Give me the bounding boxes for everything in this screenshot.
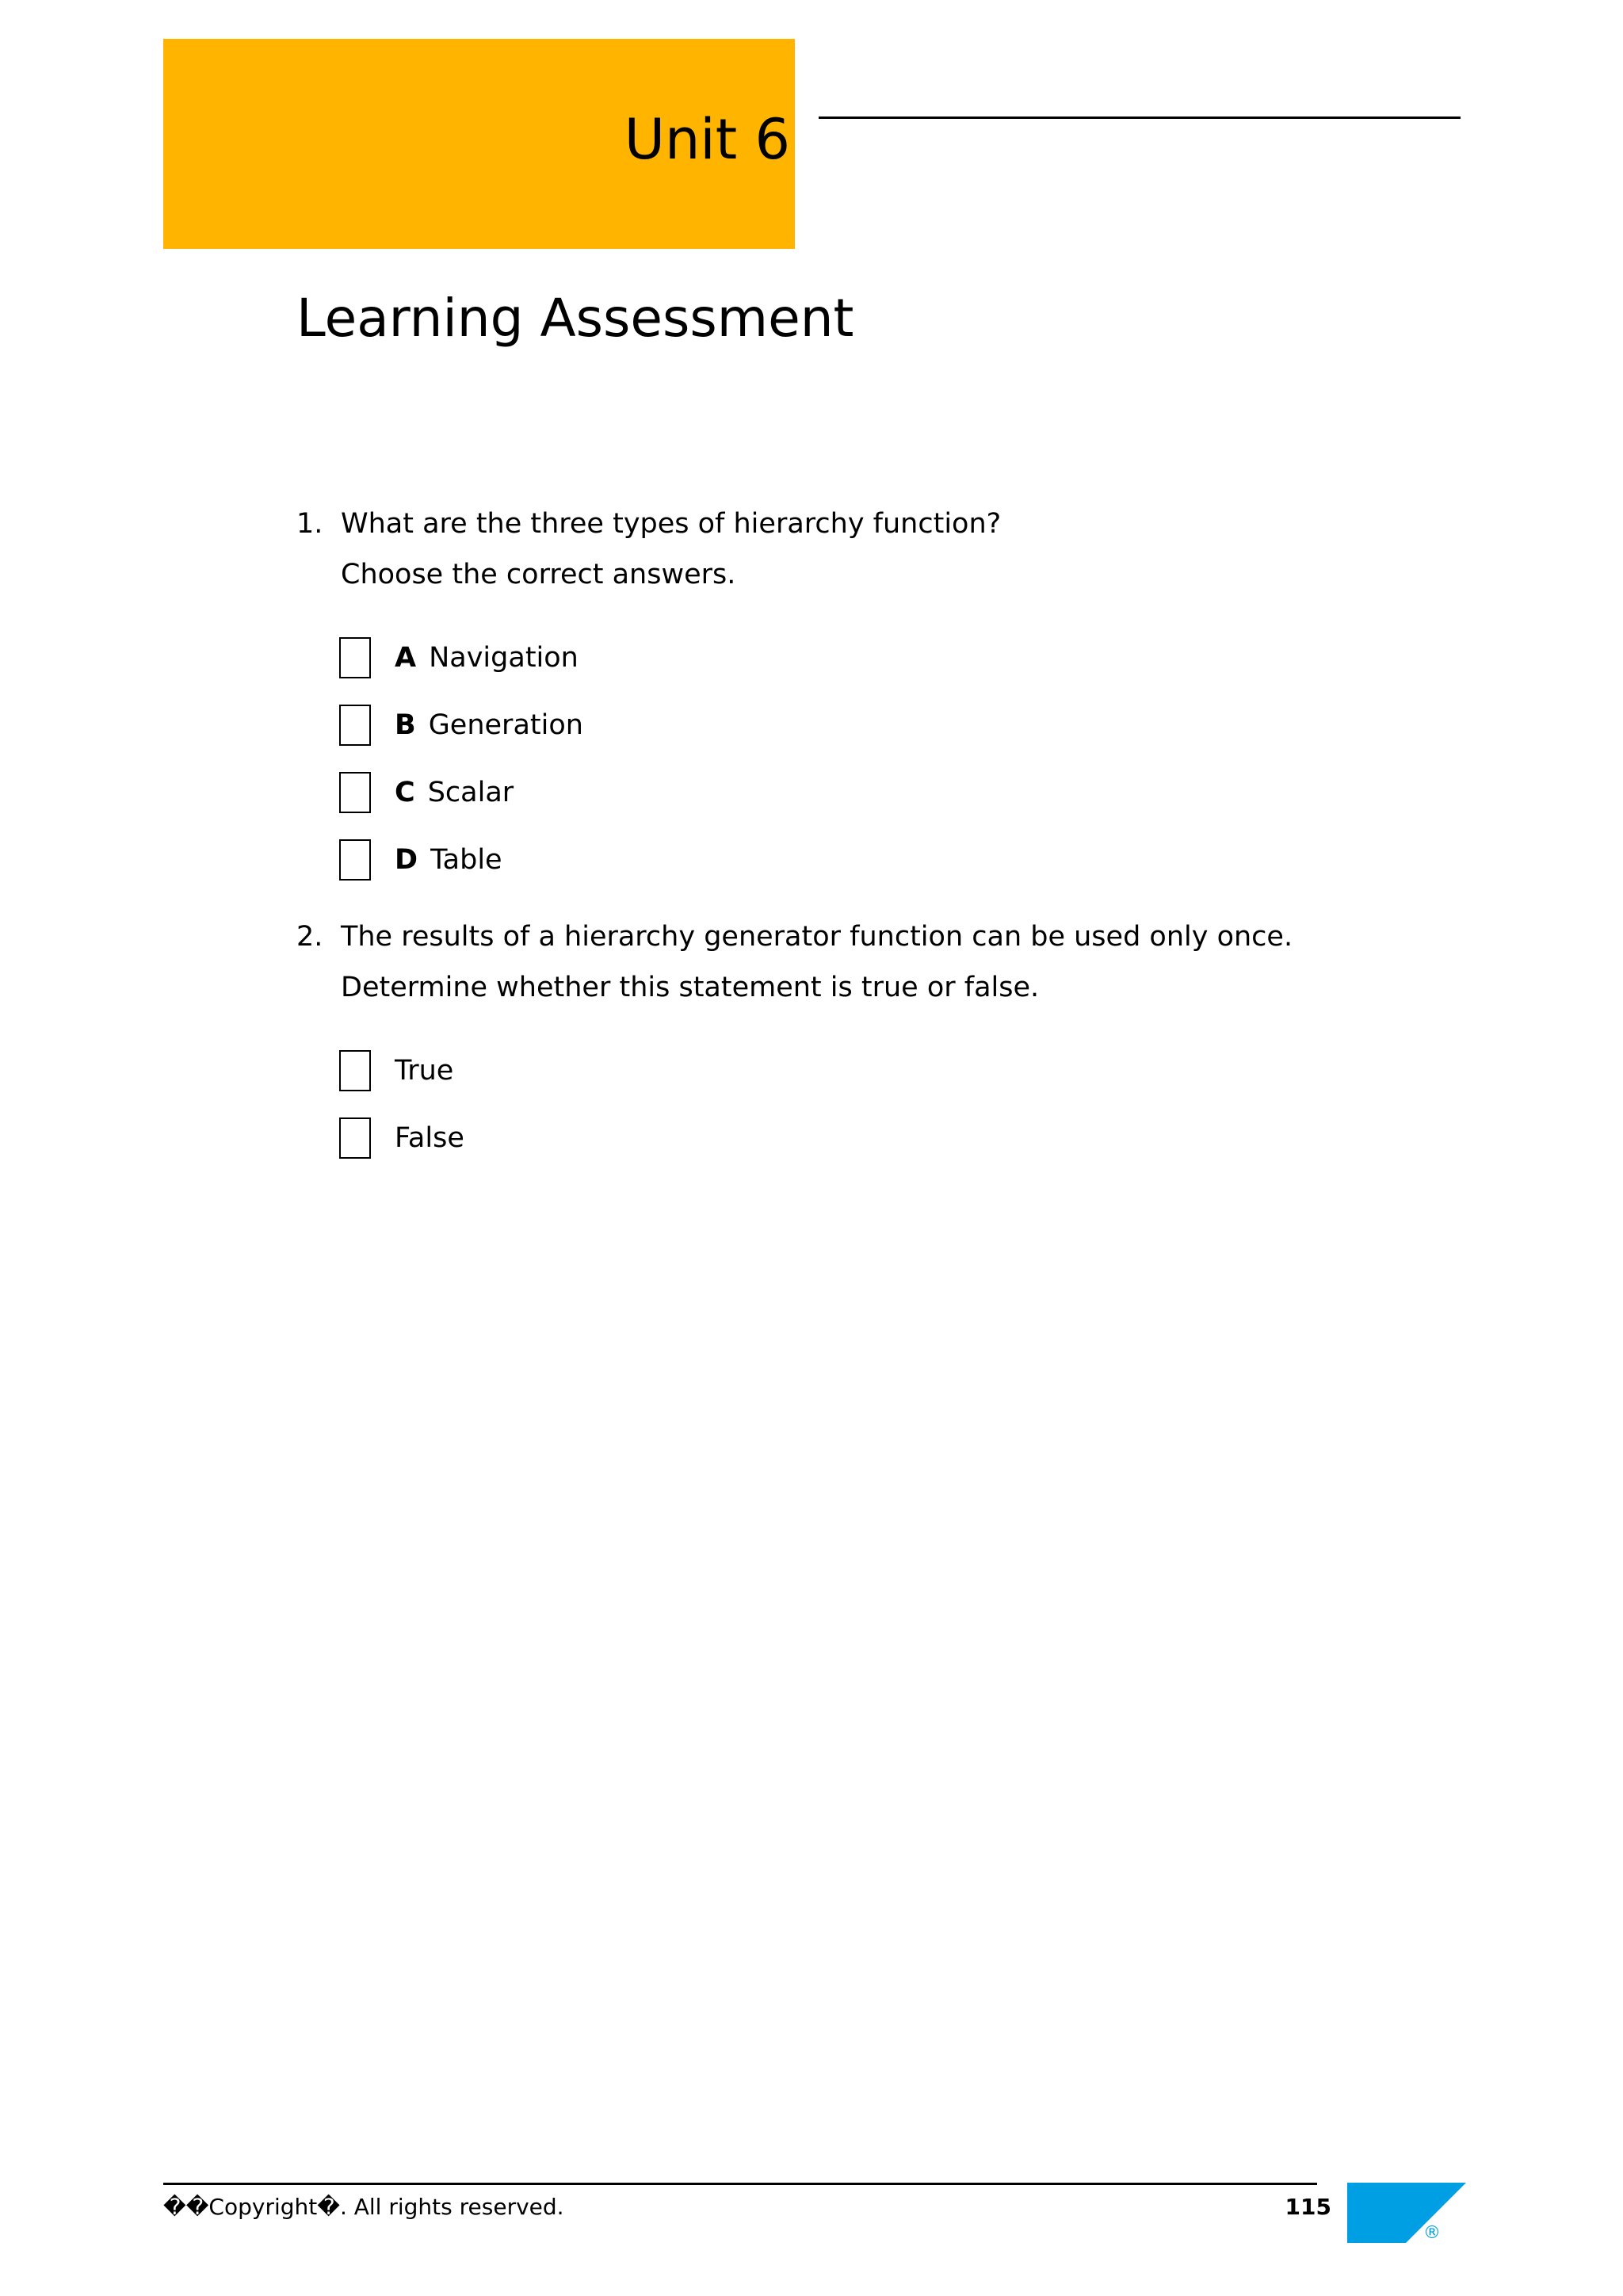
option-1b[interactable] <box>339 703 583 747</box>
company-logo-icon <box>1347 2183 1466 2243</box>
option-1b-letter: B <box>395 709 416 741</box>
question-2-text-line <box>296 920 1293 953</box>
unit-banner <box>163 39 795 249</box>
question-2-number: 2. <box>296 921 323 953</box>
option-1a-letter: A <box>395 642 417 674</box>
option-1b-label: Generation <box>428 709 583 741</box>
checkbox-1b[interactable] <box>339 705 371 746</box>
header-rule <box>819 117 1461 119</box>
checkbox-1c[interactable] <box>339 772 371 813</box>
unit-title: Unit 6 <box>624 107 790 172</box>
option-1a-label: Navigation <box>429 642 579 674</box>
option-1d[interactable] <box>339 838 502 882</box>
option-1d-letter: D <box>395 844 418 876</box>
page-title: Learning Assessment <box>296 288 854 349</box>
question-2-text: The results of a hierarchy generator function can be used only once. <box>341 921 1293 953</box>
checkbox-1a[interactable] <box>339 637 371 678</box>
option-2-false[interactable] <box>339 1116 464 1160</box>
question-1-text-line <box>296 507 1001 541</box>
checkbox-1d[interactable] <box>339 839 371 881</box>
option-1a[interactable] <box>339 636 579 680</box>
checkbox-2-true[interactable] <box>339 1050 371 1091</box>
question-1-text: What are the three types of hierarchy function? <box>341 508 1002 540</box>
question-1-number: 1. <box>296 508 323 540</box>
option-2-true-label: True <box>395 1055 454 1087</box>
footer-rule <box>163 2183 1317 2185</box>
option-1c-letter: C <box>395 777 415 808</box>
footer-copyright: ��Copyright�. All rights reserved. <box>163 2194 564 2220</box>
question-1-instruction: Choose the correct answers. <box>341 559 736 590</box>
option-1d-label: Table <box>430 844 502 876</box>
page-number: 115 <box>1285 2194 1331 2220</box>
option-1c-label: Scalar <box>427 777 514 808</box>
checkbox-2-false[interactable] <box>339 1117 371 1159</box>
registered-mark: ® <box>1423 2223 1441 2243</box>
option-1c[interactable] <box>339 770 514 815</box>
question-2-instruction: Determine whether this statement is true or false. <box>341 972 1040 1003</box>
option-2-true[interactable] <box>339 1049 453 1093</box>
option-2-false-label: False <box>395 1122 464 1154</box>
